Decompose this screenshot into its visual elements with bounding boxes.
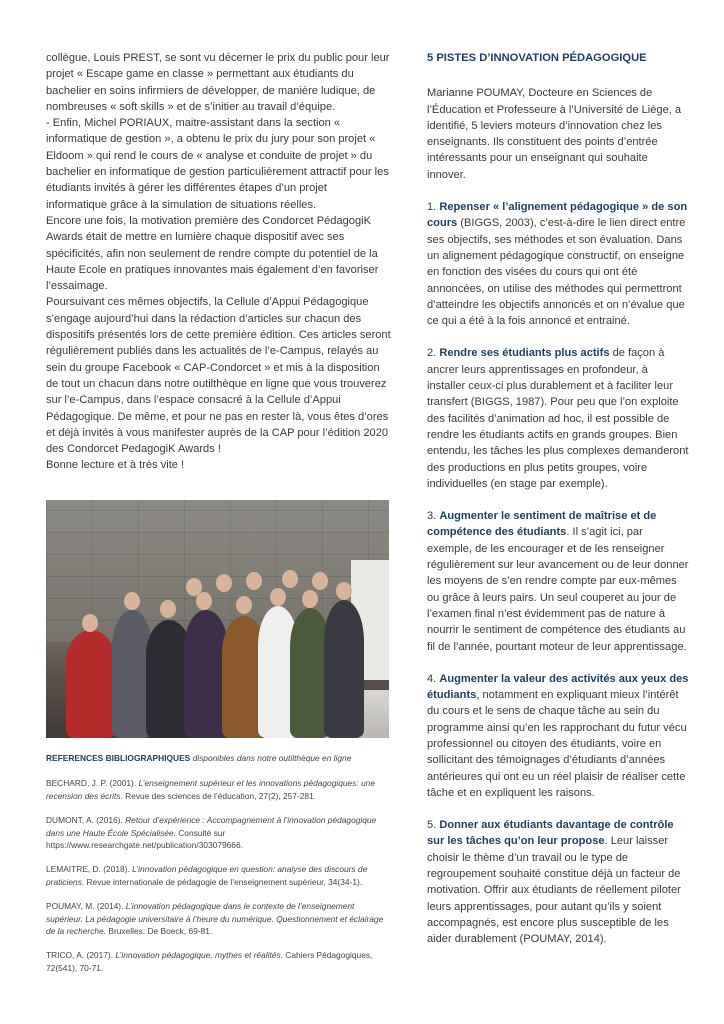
paragraph-closing: Bonne lecture et à très vite ! [46,459,185,472]
left-column [46,50,391,474]
reference-item: LEMAITRE, D. (2018). L’innovation pédagogique en question: analyse des discours de praticiens. Revue internationale de pédagogie de l’enseignement supérieur, 34(34-1). [46,864,368,887]
innovation-item-3: 3. Augmenter le sentiment de maîtrise et de compétence des étudiants. Il s’agit ici, par exemple, de les encourager et de les renseigner régulièrement sur leur avancement ou de leur donner les moyens de s’en rendre compte par eux-mêmes ou grâce à leurs pairs. Un seul couperet au jour de l’examen final n’est évidemment pas de nature à nourrir le sentiment de compétence des étudiants au fil de l’année, pourtant moteur de leur apprentissage. [427,510,689,653]
innovation-item-5: 5. Donner aux étudiants davantage de contrôle sur les tâches qu’on leur propose. Leur laisser choisir le thème d’un travail ou le type de regroupement souhaité constitue déjà un facteur de motivation. Offrir aux étudiants de réellement piloter leurs apprentissages, pour autant qu’ils y soient accompagnés, est encore plus susceptible de les aider durablement (POUMAY, 2014). [427,819,681,946]
person-head [216,574,232,592]
person [324,600,364,738]
person-head [302,590,318,608]
reference-item: TRICO, A. (2017). L’innovation pédagogique, mythes et réalités. Cahiers Pédagogiques, 72(541), 70-71. [46,950,373,973]
intro-paragraph: Marianne POUMAY, Docteure en Sciences de l’Éducation et Professeure à l’Université de Liège, a identifié, 5 leviers moteurs d’innovation chez les enseignants. Ils constituent des points d’entrée intéressants pour un enseignant qui souhaite innover. [427,87,682,181]
group-photo [46,500,389,738]
person-head [124,592,140,610]
innovation-item-2: 2. Rendre ses étudiants plus actifs de façon à ancrer leurs apprentissages en profondeur, à installer ceux-ci plus durablement et à faciliter leur transfert (BIGGS, 1987). Pour peu que l’on exploite des facilités d’animation ad hoc, il est possible de rendre les étudiants actifs en grands groupes. Bien entendu, les tâches les plus complexes demanderont des productions en plus petits groupes, voire individuelles (en stage par exemple). [427,347,689,490]
person-head [270,588,286,606]
paragraph-motivation: Encore une fois, la motivation première des Condorcet PédagogiK Awards était de mettre en lumière chaque dispositif avec ses spécificités, afin non seulement de rendre compte du potentiel de la Haute Ecole en pratiques innovantes mais également d’en favoriser l’essaimage. [46,214,379,293]
references [46,752,391,986]
paragraph-objectives: Poursuivant ces mêmes objectifs, la Cellule d’Appui Pédagogique s’engage aujourd’hui dans la rédaction d’articles sur chacun des dispositifs présentés lors de cette première édition. Ces articles seront régulièrement publiés dans les actualités de l’e-Campus, relayés au sein du groupe Facebook « CAP-Condorcet » et mis à la disposition de tout un chacun dans notre outilthèque en ligne que vous trouverez sur l’e-Campus, dans l’espace consacré à la Cellule d’Appui Pédagogique. De même, et pour ne pas en rester là, vous êtes d’ores et déjà invités à vous manifester auprès de la CAP pour l’édition 2020 des Condorcet PedagogiK Awards ! [46,296,391,456]
paragraph-poriaux: - Enfin, Michel PORIAUX, maitre-assistant dans la section « informatique de gestion », a obtenu le prix du jury pour son projet « Eldoom » qui rend le cours de « analyse et conduite de projet » du bachelier en informatique de gestion particulièrement attractif pour les étudiants invités à gérer les différentes étapes d’un projet informatique grâce à la simulation de situations réelles. [46,117,389,211]
person-head [312,572,328,590]
person-head [246,572,262,590]
person-head [282,570,298,588]
person-head [186,578,202,596]
paragraph-prest: collègue, Louis PREST, se sont vu décerner le prix du public pour leur projet « Escape game en classe » permettant aux étudiants du bachelier en soins infirmiers de développer, de manière ludique, de nombreuses « soft skills » et de s’initier au travail d’équipe. [46,52,390,113]
reference-item: DUMONT, A. (2016). Retour d’expérience : Accompagnement à l’innovation pédagogique dans une Haute École Spécialisée. Consulté sur https://www.researchgate.net/publication/303079666. [46,815,377,851]
person-head [236,596,252,614]
innovation-item-4: 4. Augmenter la valeur des activités aux yeux des étudiants, notamment en expliquant mieux l’intérêt du cours et le sens de chaque tâche au sein du programme ainsi qu’en les rapprochant du futur vécu professionnel ou citoyen des étudiants, voire en sollicitant des témoignages d’étudiants d’années antérieures qui ont eu un réel plaisir de réaliser cette tâche et en expliquent les raisons. [427,672,689,799]
section-title: 5 PISTES D’INNOVATION PÉDAGOGIQUE [427,52,647,64]
innovation-item-1: 1. Repenser « l’alignement pédagogique » de son cours (BIGGS, 2003), c’est-à-dire le lien direct entre ses objectifs, ses méthodes et son évaluation. Dans un alignement pédagogique constructif, on enseigne en fonction des visées du cours qui ont été annoncées, on utilise des méthodes qui permettront d’atteindre les objectifs annoncés et on n’évalue que ce qui a été à la fois annoncé et entrainé. [427,201,688,328]
person-head [82,614,98,632]
reference-item: BECHARD, J. P. (2001). L’enseignement supérieur et les innovations pédagogiques: une recension des écrits. Revue des sciences de l’éducation, 27(2), 257-281. [46,778,376,801]
person-head [336,582,352,600]
person-head [196,592,212,610]
reference-item: POUMAY, M. (2014). L’innovation pédagogique dans le contexte de l’enseignement supérieur. La pédagogie universitaire à l’heure du numérique. Questionnement et éclairage de la recherche. Bruxelles: De Boeck, 69-81. [46,901,384,937]
right-column [427,50,689,964]
person [66,630,116,738]
references-heading: REFERENCES BIBLIOGRAPHIQUES disponibles dans notre outilthèque en ligne [46,753,352,763]
person-head [160,600,176,618]
